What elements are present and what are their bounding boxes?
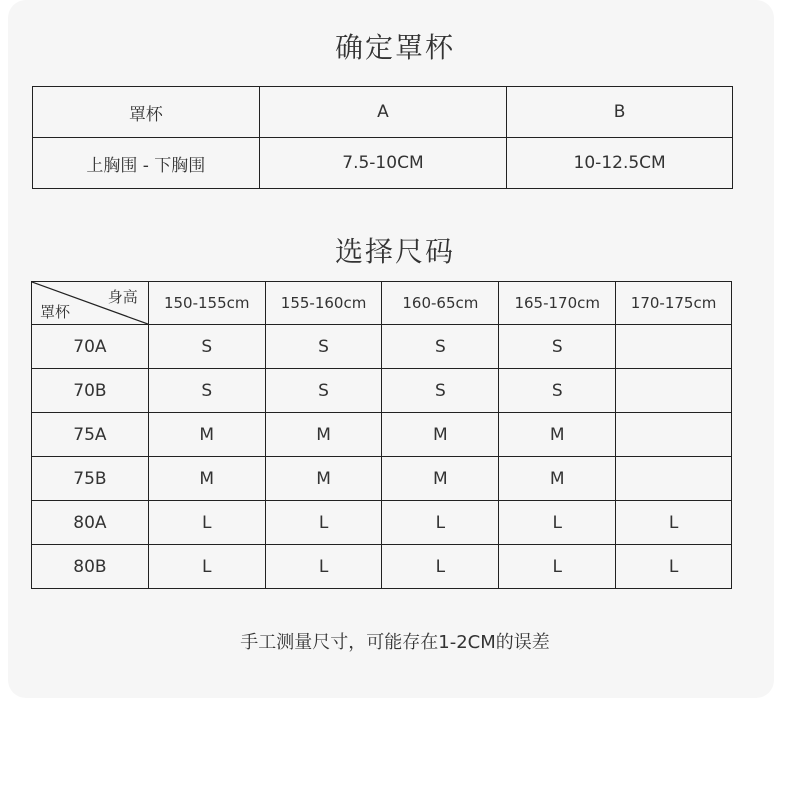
- size-table-row: [32, 501, 732, 545]
- cup-header-a: A: [259, 87, 507, 138]
- corner-cell: [32, 282, 149, 325]
- size-table-row: [32, 545, 732, 589]
- size-table-header-row: [32, 282, 732, 325]
- cup-header-label: 罩杯: [33, 87, 260, 138]
- size-cell: S: [382, 325, 499, 369]
- cup-corner-label: 罩杯: [40, 303, 71, 321]
- size-cell: M: [382, 457, 499, 501]
- size-cell: [616, 369, 732, 413]
- cup-size-label: 80A: [32, 501, 149, 545]
- height-column-header: 160-65cm: [382, 282, 499, 325]
- size-cell: S: [499, 325, 616, 369]
- size-cell: L: [616, 501, 732, 545]
- size-cell: L: [616, 545, 732, 589]
- size-section-title: 选择尺码: [334, 235, 455, 268]
- cup-size-label: 80B: [32, 545, 149, 589]
- cup-table: [32, 86, 733, 189]
- size-cell: M: [499, 413, 616, 457]
- cup-size-label: 70B: [32, 369, 149, 413]
- size-cell: M: [499, 457, 616, 501]
- size-cell: S: [265, 369, 382, 413]
- height-column-header: 155-160cm: [265, 282, 382, 325]
- size-cell: M: [382, 413, 499, 457]
- size-cell: M: [148, 413, 265, 457]
- height-column-header: 170-175cm: [616, 282, 732, 325]
- size-cell: M: [265, 413, 382, 457]
- cup-table-row: [33, 138, 733, 189]
- cup-header-b: B: [507, 87, 733, 138]
- cup-section-title: 确定罩杯: [334, 31, 455, 64]
- size-cell: S: [382, 369, 499, 413]
- cup-size-label: 75B: [32, 457, 149, 501]
- size-cell: L: [382, 545, 499, 589]
- cup-row-b-value: 10-12.5CM: [507, 138, 733, 189]
- height-corner-label: 身高: [107, 288, 138, 306]
- size-cell: S: [148, 369, 265, 413]
- size-cell: M: [265, 457, 382, 501]
- height-column-header: 165-170cm: [499, 282, 616, 325]
- size-table-row: [32, 457, 732, 501]
- size-cell: M: [148, 457, 265, 501]
- size-cell: S: [265, 325, 382, 369]
- size-cell: [616, 325, 732, 369]
- cup-row-a-value: 7.5-10CM: [259, 138, 507, 189]
- cup-table-header-row: [33, 87, 733, 138]
- cup-size-label: 70A: [32, 325, 149, 369]
- measurement-note: 手工测量尺寸，可能存在1-2CM的误差: [240, 632, 550, 653]
- size-cell: L: [148, 501, 265, 545]
- size-table-row: [32, 369, 732, 413]
- size-table-row: [32, 325, 732, 369]
- size-cell: L: [265, 501, 382, 545]
- size-cell: L: [148, 545, 265, 589]
- size-table: [31, 281, 732, 589]
- height-column-header: 150-155cm: [148, 282, 265, 325]
- size-cell: L: [382, 501, 499, 545]
- size-cell: [616, 413, 732, 457]
- cup-row-label: 上胸围 - 下胸围: [33, 138, 260, 189]
- size-cell: S: [499, 369, 616, 413]
- cup-size-label: 75A: [32, 413, 149, 457]
- size-cell: S: [148, 325, 265, 369]
- size-cell: L: [265, 545, 382, 589]
- size-cell: [616, 457, 732, 501]
- size-table-row: [32, 413, 732, 457]
- size-cell: L: [499, 501, 616, 545]
- size-cell: L: [499, 545, 616, 589]
